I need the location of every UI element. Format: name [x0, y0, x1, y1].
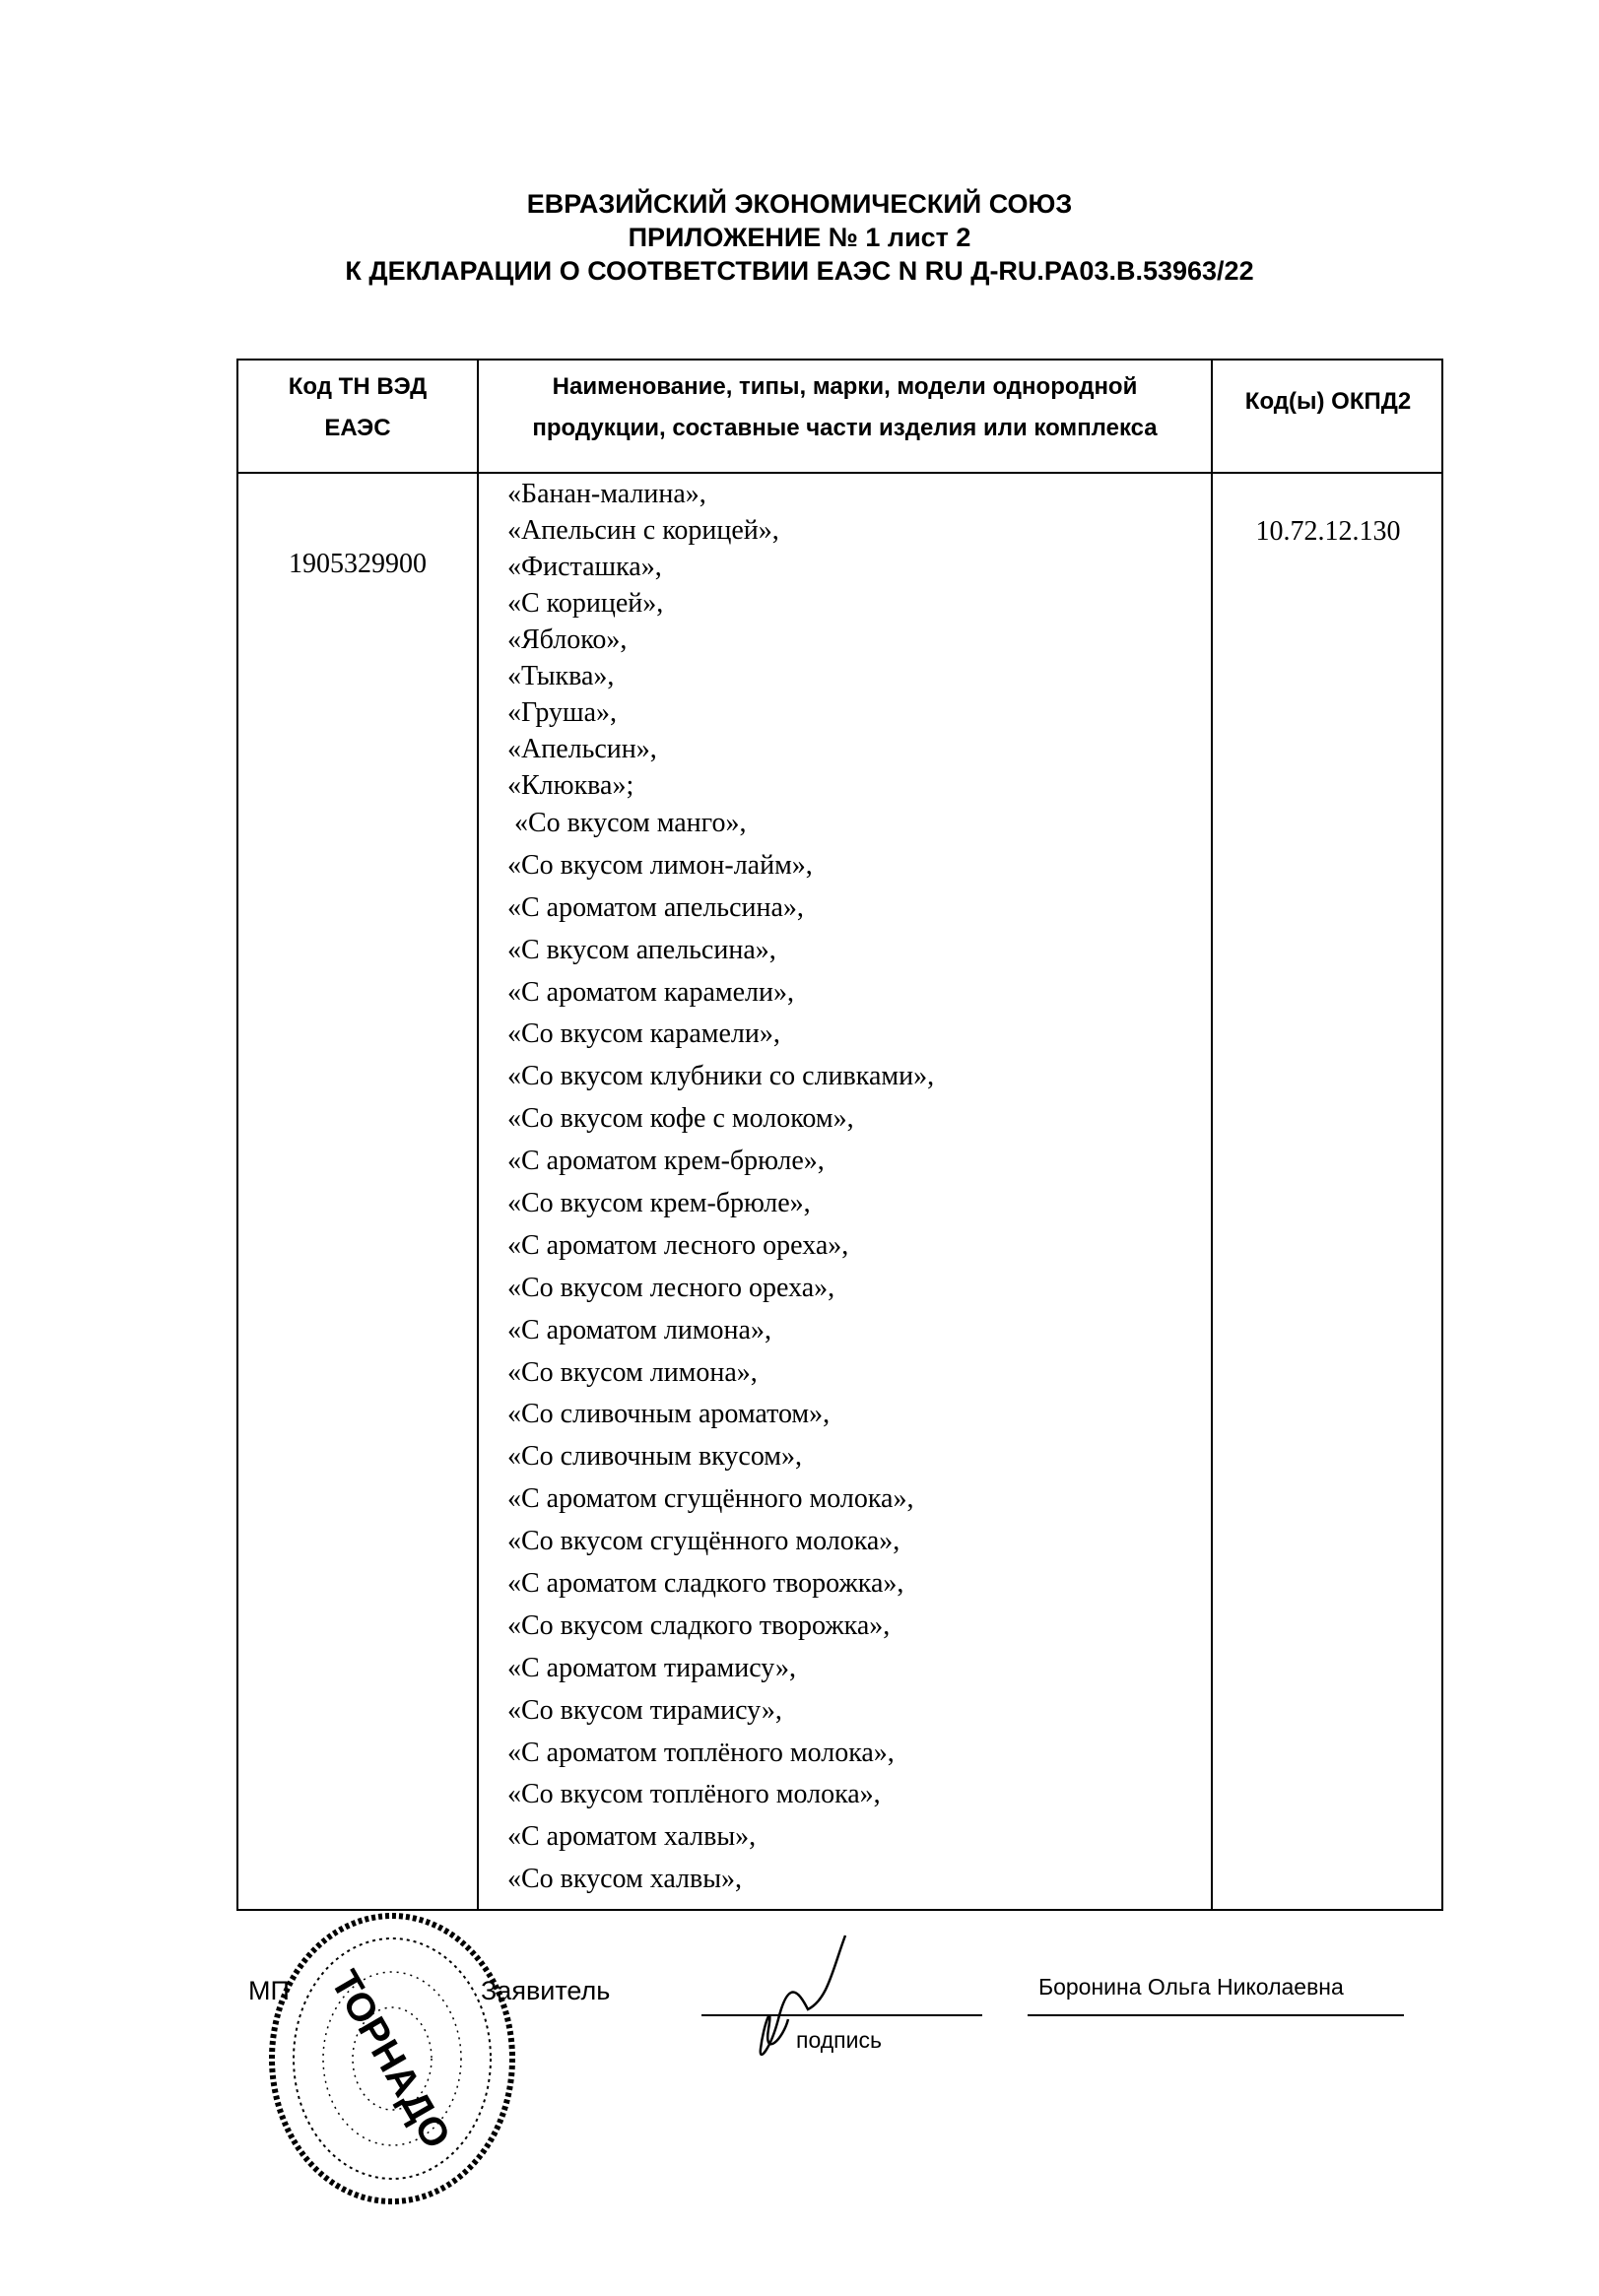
mp-label: МП	[248, 1976, 290, 2005]
list-item: «С ароматом карамели»,	[507, 976, 794, 1008]
column-divider	[477, 361, 479, 1909]
col-header-line: Код ТН ВЭД	[288, 373, 428, 400]
signer-name: Боронина Ольга Николаевна	[1038, 1974, 1344, 2000]
list-item: «Апельсин с корицей»,	[507, 515, 779, 546]
list-item: «Со вкусом клубники со сливками»,	[507, 1061, 935, 1092]
union-title: ЕВРАЗИЙСКИЙ ЭКОНОМИЧЕСКИЙ СОЮЗ	[526, 189, 1073, 219]
list-item: «Яблоко»,	[507, 624, 628, 655]
declaration-number: К ДЕКЛАРАЦИИ О СООТВЕТСТВИИ ЕАЭС N RU Д-RU.PA03.B.53963/22	[345, 256, 1254, 286]
list-item: «С ароматом тирамису»,	[507, 1652, 796, 1683]
list-item: «Со вкусом лесного ореха»,	[507, 1272, 835, 1303]
product-list-tastes	[507, 803, 934, 1901]
product-list-flavors	[507, 476, 779, 804]
company-stamp	[234, 1911, 550, 2206]
list-item: «Тыква»,	[507, 661, 615, 691]
col-header-line: ЕАЭС	[324, 415, 391, 441]
col-header-line: Наименование, типы, марки, модели однородной	[552, 373, 1138, 400]
list-item: «Фисташка»,	[507, 552, 662, 582]
list-item: «Банан-малина»,	[507, 479, 706, 509]
signature-label: подпись	[796, 2027, 882, 2053]
list-item: «Клюква»;	[507, 770, 634, 801]
col-header-tnved	[238, 366, 477, 449]
name-line	[1028, 2014, 1404, 2016]
list-item: «Со вкусом лимона»,	[507, 1356, 758, 1388]
col-header-okpd2: Код(ы) ОКПД2	[1244, 388, 1412, 415]
list-item: «Со вкусом манго»,	[507, 808, 747, 838]
list-item: «С ароматом лимона»,	[507, 1314, 771, 1345]
list-item: «С ароматом сладкого творожка»,	[507, 1568, 904, 1600]
list-item: «С ароматом халвы»,	[507, 1821, 757, 1853]
list-item: «Со вкусом крем-брюле»,	[507, 1188, 811, 1219]
list-item: «Со вкусом лимон-лайм»,	[507, 849, 813, 881]
products-table	[236, 359, 1443, 1911]
list-item: «Со вкусом кофе с молоком»,	[507, 1103, 854, 1135]
list-item: «Со сливочным вкусом»,	[507, 1441, 803, 1473]
col-header-line: продукции, составные части изделия или комплекса	[532, 415, 1158, 441]
list-item: «Со вкусом сгущённого молока»,	[507, 1526, 900, 1557]
applicant-label: Заявитель	[481, 1976, 611, 2005]
list-item: «С корицей»,	[507, 588, 664, 619]
list-item: «Со вкусом сладкого творожка»,	[507, 1609, 891, 1641]
col-header-name	[479, 366, 1211, 449]
list-item: «Апельсин»,	[507, 734, 657, 764]
list-item: «С ароматом сгущённого молока»,	[507, 1483, 914, 1515]
list-item: «Со вкусом карамели»,	[507, 1018, 780, 1050]
list-item: «Груша»,	[507, 697, 618, 728]
column-divider	[1211, 361, 1213, 1909]
list-item: «С ароматом лесного ореха»,	[507, 1229, 849, 1261]
list-item: «С ароматом апельсина»,	[507, 891, 804, 923]
svg-text:ТОРНАДО: ТОРНАДО	[322, 1963, 459, 2156]
list-item: «Со вкусом топлёного молока»,	[507, 1779, 881, 1810]
header-divider	[238, 472, 1441, 474]
okpd2-code: 10.72.12.130	[1255, 516, 1401, 547]
list-item: «С ароматом крем-брюле»,	[507, 1146, 825, 1177]
appendix-title: ПРИЛОЖЕНИЕ № 1 лист 2	[628, 223, 971, 252]
list-item: «Со вкусом халвы»,	[507, 1864, 743, 1895]
list-item: «С ароматом топлёного молока»,	[507, 1737, 895, 1768]
list-item: «Со сливочным ароматом»,	[507, 1399, 831, 1430]
signature-line	[701, 2014, 982, 2016]
list-item: «С вкусом апельсина»,	[507, 934, 776, 965]
tnved-code: 1905329900	[289, 549, 427, 579]
list-item: «Со вкусом тирамису»,	[507, 1694, 782, 1726]
